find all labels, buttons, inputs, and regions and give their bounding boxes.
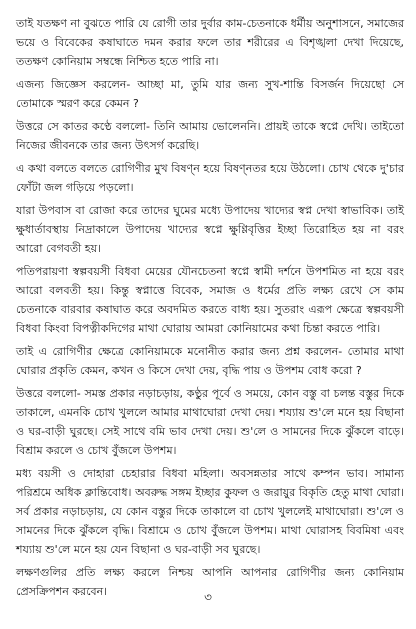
paragraph-1: তাই যতক্ষণ না বুঝতে পারি যে রোগী তার দুর্বার কাম-চেতনাকে ধর্মীয় অনুশাসনে, সমাজের ভয়ে ও বিবেকের কষাঘাতে দমন করার ফলে তার শরীরের এ বিশৃঙ্খলা দেখা দিয়েছে, ততক্ষণ কোনিয়াম সম্বন্ধে নিশ্চিত হতে পারি না।	[16, 17, 404, 68]
paragraph-6: পতিপরায়ণা স্বল্পবয়সী বিধবা মেয়ের যৌনচেতনা স্বপ্নে স্বামী দর্শনে উপশমিত না হয়ে বরং আরো বলবতী হয়। কিন্তু স্বপ্নাত্তে বিবেক, সমাজ ও ধর্মের প্রতি লক্ষ্য রেখে সে কাম চেতনাকে বারবার কষাঘাত করে অবদমিত করতে বাধ্য হয়। সুতরাং এরূপ ক্ষেত্রে স্বল্পবয়সী বিধবা কিংবা বিপত্নীকদিগের মাথা ঘোরায় আমরা কোনিয়ামের কথা চিন্তা করতে পারি।	[16, 265, 404, 335]
paragraph-10: লক্ষণগুলির প্রতি লক্ষ্য করলে নিশ্চয় আপনি আপনার রোগিণীর জন্য কোনিয়াম প্রেসক্রিপশন করবেন।	[16, 566, 404, 598]
paragraph-5: যারা উপবাস বা রোজা করে তাদের ঘুমের মধ্যে উপাদেয় খাদ্যের স্বপ্ন দেখা স্বাভাবিক। তাই ক্ষুধার্তাবস্থায় নিদ্রাকালে উপাদেয় খাদ্যের স্বপ্নে ক্ষুণ্ণিবৃত্তির ইচ্ছা তিরোহিত হয় না বরং আরো বেগবতী হয়।	[16, 204, 404, 255]
paragraph-3: উত্তরে সে কাতর কণ্ঠে বললো- তিনি আমায় ভোলেননি। প্রায়ই তাকে স্বপ্নে দেখি। তাইতো নিজের জীবনকে তার জন্য উৎসর্গ করেছি।	[16, 120, 404, 152]
paragraph-2: এজন্য জিজ্ঞেস করলেন- আচ্ছা মা, তুমি যার জন্য সুখ-শান্তি বিসর্জন দিয়েছো সে তোমাকে স্মরণ করে কেমন ?	[16, 78, 404, 110]
paragraph-8: উত্তরে বললো- সমস্ত প্রকার নড়াচড়ায়, কণ্ঠুর পূর্বে ও সময়ে, কোন বস্তু বা চলন্ত বস্তুর দিকে তাকালে, এমনকি চোখ খুললে আমার মাথাঘোরা দেখা দেয়। শয্যায় শু'লে মনে হয় বিছানা ও ঘর-বাড়ী ঘুরছে। সেই সাথে বমি ভাব দেখা দেয়। শু'লে ও সামনের দিকে ঝুঁকলে বাড়ে। বিশ্রাম করলে ও চোখ বুঁজলে উপশম।	[16, 387, 404, 457]
page-number: ৩	[204, 590, 212, 604]
paragraph-4: এ কথা বলতে বলতে রোগিণীর মুখ বিষণ্ন হয়ে বিষণ্নতর হয়ে উঠলো। চোখ থেকে দু'চার ফোঁটা জল গড়িয়ে পড়লো।	[16, 162, 404, 194]
paragraph-9: মধ্য বয়সী ও দোহারা চেহারার বিধবা মহিলা। অবসন্নতার সাথে কম্পন ভাব। সামান্য পরিশ্রমে অধিক ক্লান্তিবোধ। অবরুদ্ধ সঙ্গম ইচ্ছার কুফল ও জরায়ুর বিকৃতি হেতু মাথা ঘোরা। সর্ব প্রকার নড়াচড়ায়, যে কোন বস্তুর দিকে তাকালে বা চোখ খুললেই মাথাঘোরা। শু'লে ও সামনের দিকে ঝুঁকলে বৃদ্ধি। বিশ্রামে ও চোখ বুঁজলে উপশম। মাথা ঘোরাসহ বিবমিষা এবং শয্যায় শু'লে মনে হয় যেন বিছানা ও ঘর-বাড়ী সব ঘুরছে।	[16, 467, 404, 556]
paragraph-7: তাই এ রোগিণীর ক্ষেত্রে কোনিয়ামকে মনোনীত করার জন্য প্রশ্ন করলেন- তোমার মাথা ঘোরার প্রকৃতি কেমন, কখন ও কিসে দেখা দেয়, বৃদ্ধি পায় ও উপশম বোধ করো ?	[16, 345, 404, 377]
